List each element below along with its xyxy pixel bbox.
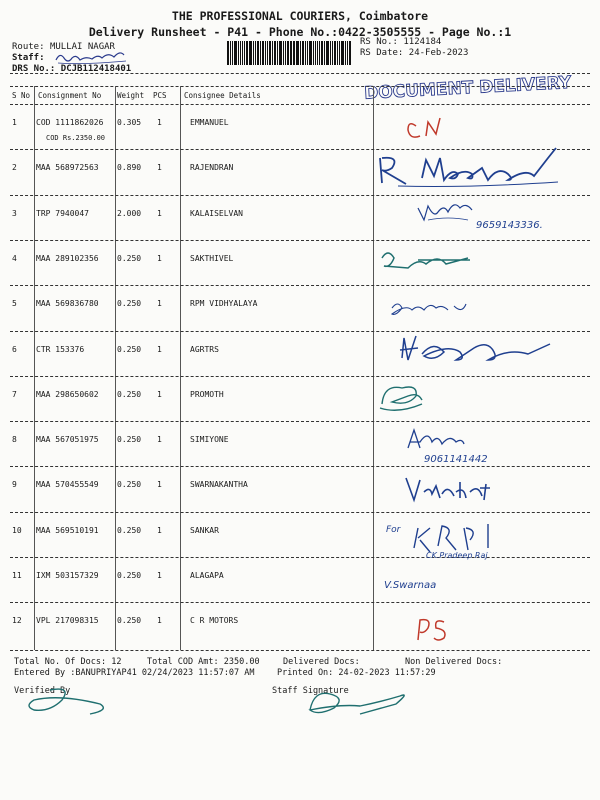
row-consignee: SAKTHIVEL [190,253,234,263]
row-weight: 0.250 [117,253,142,263]
signature-row-8 [408,430,488,465]
row-weight: 0.250 [117,389,142,399]
barcode-bar [242,41,243,65]
row-sno: 9 [12,480,17,490]
signature-row-7 [380,387,422,410]
divider [10,650,590,651]
staff-row [12,53,45,63]
barcode-bar [234,41,237,65]
row-sno: 10 [12,525,22,535]
barcode-bar [339,41,341,65]
row-sno: 11 [12,571,22,580]
barcode-bar [305,41,306,65]
signature-row-12 [418,620,445,640]
column-divider [180,86,181,650]
row-pcs: 1 [157,571,162,580]
signature-row-2 [380,148,558,187]
barcode-bar [290,41,291,65]
barcode-bar [238,41,239,65]
barcode-bar [227,41,229,65]
row-sno: 4 [12,253,17,263]
barcode-bar [230,41,231,65]
row-consignment-no: IXM 503157329 [36,571,99,580]
barcode-bar [255,41,256,65]
barcode-bar [287,41,289,65]
barcode-bar [277,41,278,65]
row-weight: 0.305 [117,118,142,127]
barcode-bar [326,41,329,65]
row-pcs: 1 [157,389,162,399]
barcode-bar [332,41,333,65]
divider [10,104,590,105]
barcode-bar [274,41,276,65]
svg-text:9061141442: 9061141442 [424,454,488,465]
row-pcs: 1 [157,163,162,173]
row-consignee: AGRTRS [190,344,219,354]
signature-row-5 [392,304,466,314]
row-pcs: 1 [157,299,162,309]
column-header-consignee: Consignee Details [184,91,261,100]
barcode-bar [313,41,314,65]
total-cod: Total COD Amt: 2350.00 [147,657,260,667]
staff-signature-label: Staff Signature [272,686,349,696]
row-consignment-no: TRP 7940047 [36,208,89,218]
row-consignee: KALAISELVAN [190,208,243,218]
barcode-bar [293,41,295,65]
barcode-bar [246,41,248,65]
barcode-bar [302,41,304,65]
barcode-bar [253,41,254,65]
column-header-pcs: PCS [153,91,167,100]
entered-by: Entered By :BANUPRIYAP41 02/24/2023 11:57:07 AM [14,668,255,678]
svg-text:CK.Pradeep Raj: CK.Pradeep Raj [426,551,488,560]
row-weight: 0.250 [117,344,142,354]
row-consignment-no: VPL 217098315 [36,616,99,626]
rs-no-row [360,37,441,47]
row-weight: 0.250 [117,435,142,445]
divider [10,73,590,74]
row-pcs: 1 [157,525,162,535]
barcode-bar [262,41,265,65]
barcode-bar [347,41,348,65]
column-header-sno: S No [12,91,31,100]
barcode-bar [319,41,320,65]
barcode-bar [309,41,312,65]
row-consignee: SANKAR [190,525,219,535]
barcode-bar [315,41,317,65]
barcode-bar [345,41,346,65]
row-weight: 0.250 [117,571,142,580]
signature-row-3 [418,205,543,231]
staff-label: Staff: [12,53,45,63]
barcode-bar [240,41,242,65]
non-delivered-docs: Non Delivered Docs: [405,657,503,667]
rs-date-row [360,48,468,58]
column-header-consignment: Consignment No [38,91,102,100]
verified-signature [20,680,120,725]
barcode-bar [307,41,308,65]
column-header-weight: Weight [117,91,145,100]
drs-label: DRS No.: [12,64,56,74]
signature-layer [378,108,593,648]
divider [10,86,590,87]
row-consignee: PROMOTH [190,389,224,399]
row-weight: 0.250 [117,616,142,626]
row-consignment-no: CTR 153376 [36,344,85,354]
column-divider [34,86,35,650]
svg-text:V.Swarnaa: V.Swarnaa [384,580,437,591]
row-consignment-no: MAA 298650602 [36,389,99,399]
barcode-bar [285,41,286,65]
row-weight: 0.890 [117,163,142,173]
barcode-bar [337,41,338,65]
row-consignment-no: MAA 570455549 [36,480,99,490]
barcode-bar [260,41,261,65]
barcode-bar [341,41,344,65]
svg-text:For: For [386,525,401,535]
row-pcs: 1 [157,208,162,218]
barcode-bar [272,41,273,65]
svg-text:9659143336.: 9659143336. [476,220,543,231]
barcode-bar [232,41,233,65]
barcode-bar [269,41,271,65]
staff-signature [300,680,430,725]
barcode-bar [244,41,245,65]
row-consignment-no: COD 1111862026 [36,118,104,127]
row-consignee: ALAGAPA [190,571,224,580]
row-pcs: 1 [157,616,162,626]
verified-by-label: Verified By [14,686,71,696]
row-sno: 7 [12,389,17,399]
row-pcs: 1 [157,118,162,127]
row-consignee: EMMANUEL [190,118,229,127]
barcode-bar [265,41,266,65]
row-pcs: 1 [157,253,162,263]
row-consignment-no: MAA 567051975 [36,435,99,445]
rs-no-value: 1124184 [403,37,442,47]
barcode-bar [330,41,331,65]
row-pcs: 1 [157,435,162,445]
row-consignee: SWARNAKANTHA [190,480,248,490]
row-consignment-no: MAA 569836780 [36,299,99,309]
signature-row-4 [382,253,470,268]
barcode-bar [279,41,282,65]
row-consignment-no: MAA 569510191 [36,525,99,535]
delivered-docs: Delivered Docs: [283,657,360,667]
total-docs: Total No. Of Docs: 12 [14,657,122,667]
rs-date-label: RS Date: [360,48,404,58]
row-sno: 5 [12,299,17,309]
row-weight: 0.250 [117,480,142,490]
barcode-bar [257,41,259,65]
barcode-bar [249,41,252,65]
document-title: THE PROFESSIONAL COURIERS, Coimbatore [171,9,429,23]
row-consignee: RPM VIDHYALAYA [190,299,258,309]
barcode-bar [321,41,323,65]
row-weight: 0.250 [117,299,142,309]
barcode-bar [267,41,268,65]
signature-row-6 [400,336,550,360]
row-pcs: 1 [157,344,162,354]
row-weight: 2.000 [117,208,142,218]
barcode-bar [291,41,292,65]
printed-on: Printed On: 24-02-2023 11:57:29 [277,668,436,678]
signature-row-9 [406,478,490,500]
row-weight: 0.250 [117,525,142,535]
row-consignee: RAJENDRAN [190,163,234,173]
signature-row-11 [384,580,436,591]
row-sno: 12 [12,616,22,626]
barcode-bar [300,41,301,65]
row-sno: 3 [12,208,17,218]
barcode-bar [324,41,325,65]
stamp-text: DOCUMENT DELIVERY [363,72,572,104]
document-subtitle: Delivery Runsheet - P41 - Phone No.:0422-3505555 - Page No.:1 [88,25,512,39]
row-consignee: C R MOTORS [190,616,239,626]
column-divider [115,86,116,650]
barcode-bar [296,41,299,65]
route-value: MULLAI NAGAR [49,42,115,52]
barcode-bar [334,41,336,65]
drs-value: DCJB112418401 [60,64,132,74]
signature-row-10 [386,524,488,560]
row-consignment-no: MAA 568972563 [36,163,99,173]
row-consignment-no: MAA 289102356 [36,253,99,263]
route-label: Route: [12,42,45,52]
rs-no-label: RS No.: [360,37,398,47]
barcode-bar [317,41,318,65]
column-divider [373,86,374,650]
row-pcs: 1 [157,480,162,490]
row-sno: 8 [12,435,17,445]
rs-date-value: 24-Feb-2023 [408,48,469,58]
row-sno: 2 [12,163,17,173]
row-sno: 6 [12,344,17,354]
barcode-bar [349,41,351,65]
barcode-bar [283,41,284,65]
barcode [227,41,352,65]
row-cod-note: COD Rs.2350.00 [46,134,106,142]
row-consignee: SIMIYONE [190,435,229,445]
signature-row-1 [408,118,440,137]
row-sno: 1 [12,118,17,127]
